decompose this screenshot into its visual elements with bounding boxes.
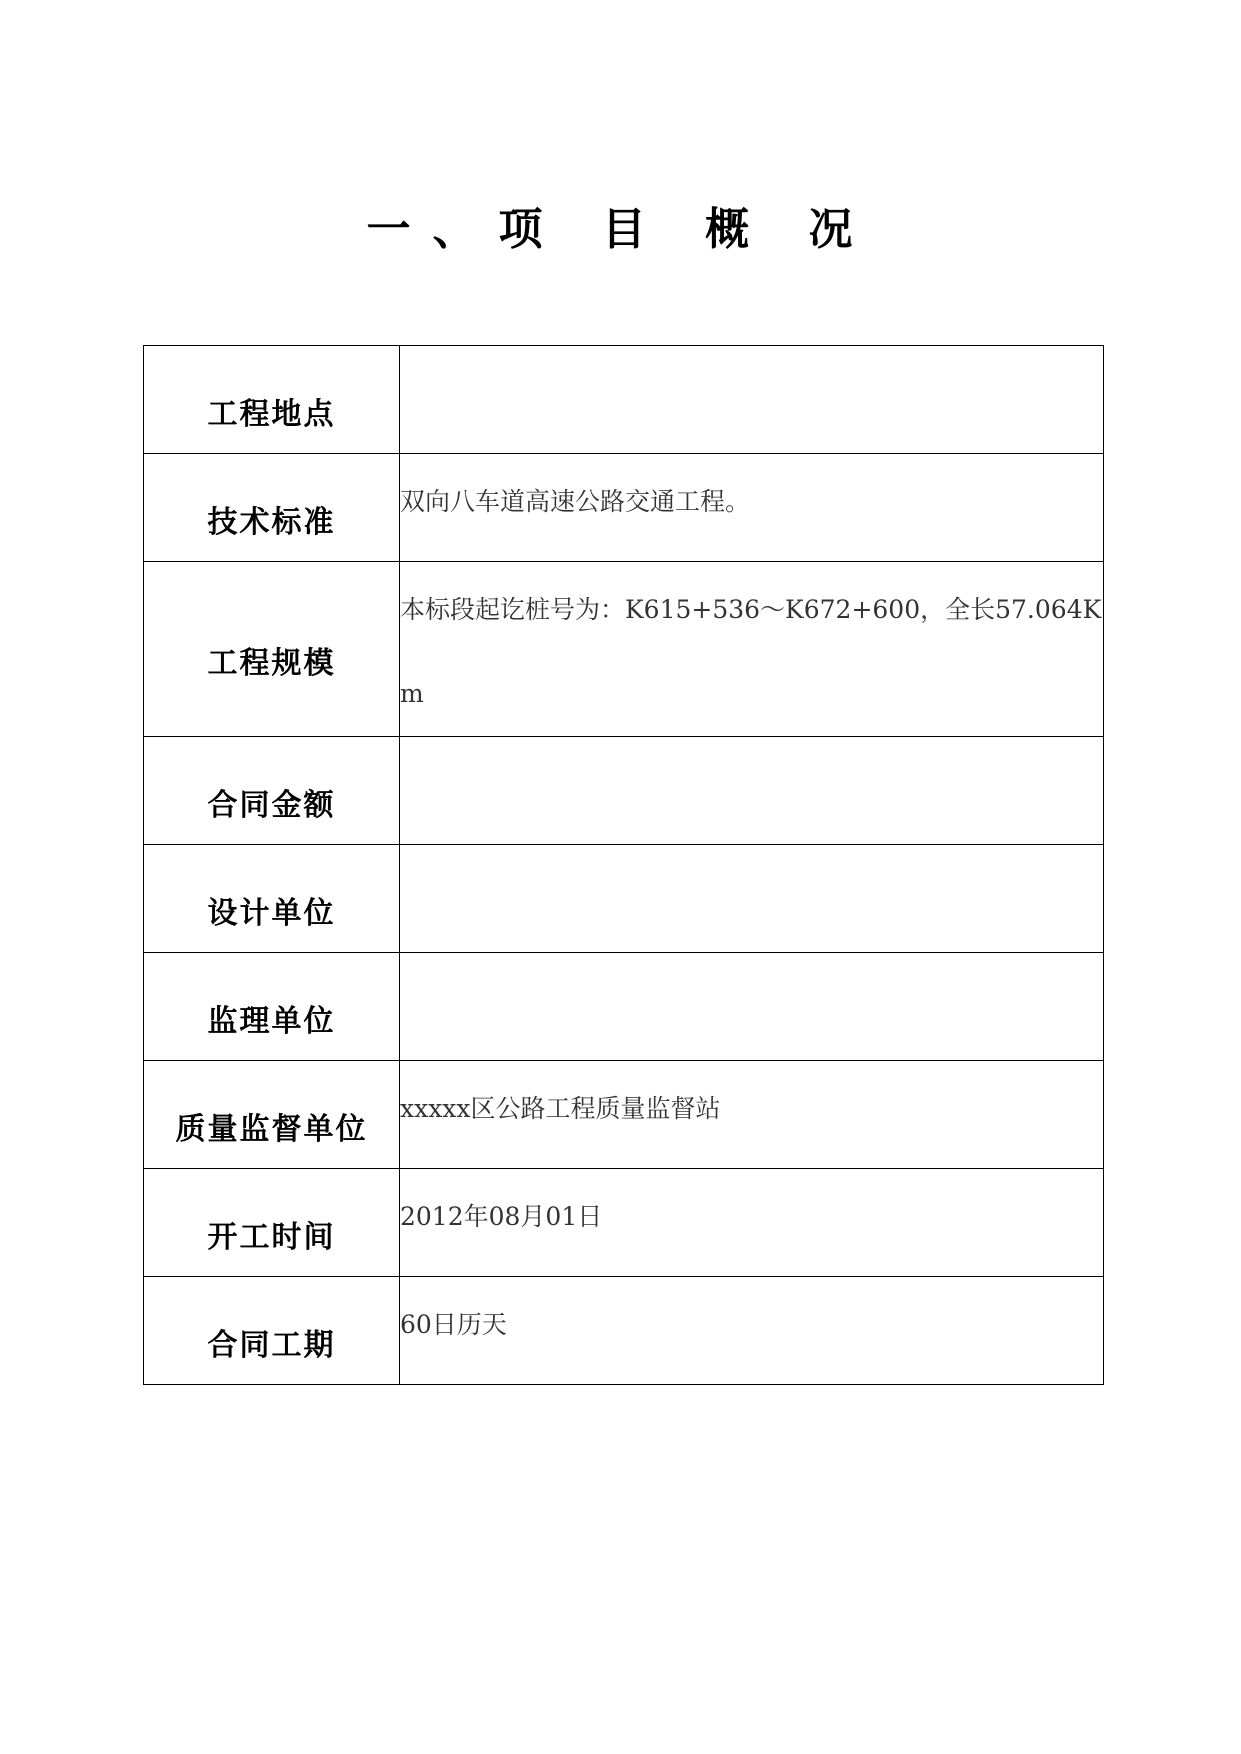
table-row-supervision-unit — [144, 953, 1104, 1061]
row-value: 本标段起讫桩号为：K615+536～K672+600，全长57.064Km — [400, 595, 1102, 708]
row-value-cell — [400, 454, 1104, 562]
row-label-cell — [144, 562, 400, 737]
row-value — [400, 845, 1103, 851]
row-value-cell — [400, 845, 1104, 953]
row-label: 开工时间 — [207, 1219, 336, 1255]
table-row-contract-period — [144, 1277, 1104, 1385]
row-label-cell — [144, 346, 400, 454]
row-value — [400, 953, 1103, 959]
row-value: 2012年08月01日 — [400, 1202, 603, 1231]
row-label-cell — [144, 1277, 400, 1385]
row-label: 质量监督单位 — [175, 1111, 368, 1147]
row-value-cell — [400, 346, 1104, 454]
row-label: 合同金额 — [207, 787, 336, 823]
table-row-contract-amount — [144, 737, 1104, 845]
row-label: 合同工期 — [207, 1327, 336, 1363]
row-label-cell — [144, 953, 400, 1061]
row-value-cell — [400, 1061, 1104, 1169]
row-label-cell — [144, 1061, 400, 1169]
row-value-cell — [400, 1169, 1104, 1277]
row-value-cell — [400, 953, 1104, 1061]
row-value: 60日历天 — [400, 1310, 507, 1339]
row-label-cell — [144, 1169, 400, 1277]
table-row-scale — [144, 562, 1104, 737]
row-value — [400, 346, 1103, 352]
row-label: 设计单位 — [207, 895, 336, 931]
table-row-location — [144, 346, 1104, 454]
table-row-design-unit — [144, 845, 1104, 953]
table-row-start-date — [144, 1169, 1104, 1277]
row-value: 双向八车道高速公路交通工程。 — [400, 487, 751, 516]
row-label-cell — [144, 737, 400, 845]
row-value-cell — [400, 737, 1104, 845]
row-label: 监理单位 — [207, 1003, 336, 1039]
row-value-cell — [400, 562, 1104, 737]
row-label-cell — [144, 845, 400, 953]
row-label: 技术标准 — [207, 504, 336, 540]
row-value — [400, 737, 1103, 743]
table-row-technical-standard — [144, 454, 1104, 562]
page-title: 一、项 目 概 况 — [366, 204, 875, 255]
row-label: 工程规模 — [207, 646, 336, 681]
project-overview-table — [143, 345, 1104, 1385]
row-label: 工程地点 — [207, 396, 336, 432]
row-value: xxxxx区公路工程质量监督站 — [400, 1094, 721, 1123]
row-value-cell — [400, 1277, 1104, 1385]
row-label-cell — [144, 454, 400, 562]
table-row-quality-supervision-unit — [144, 1061, 1104, 1169]
